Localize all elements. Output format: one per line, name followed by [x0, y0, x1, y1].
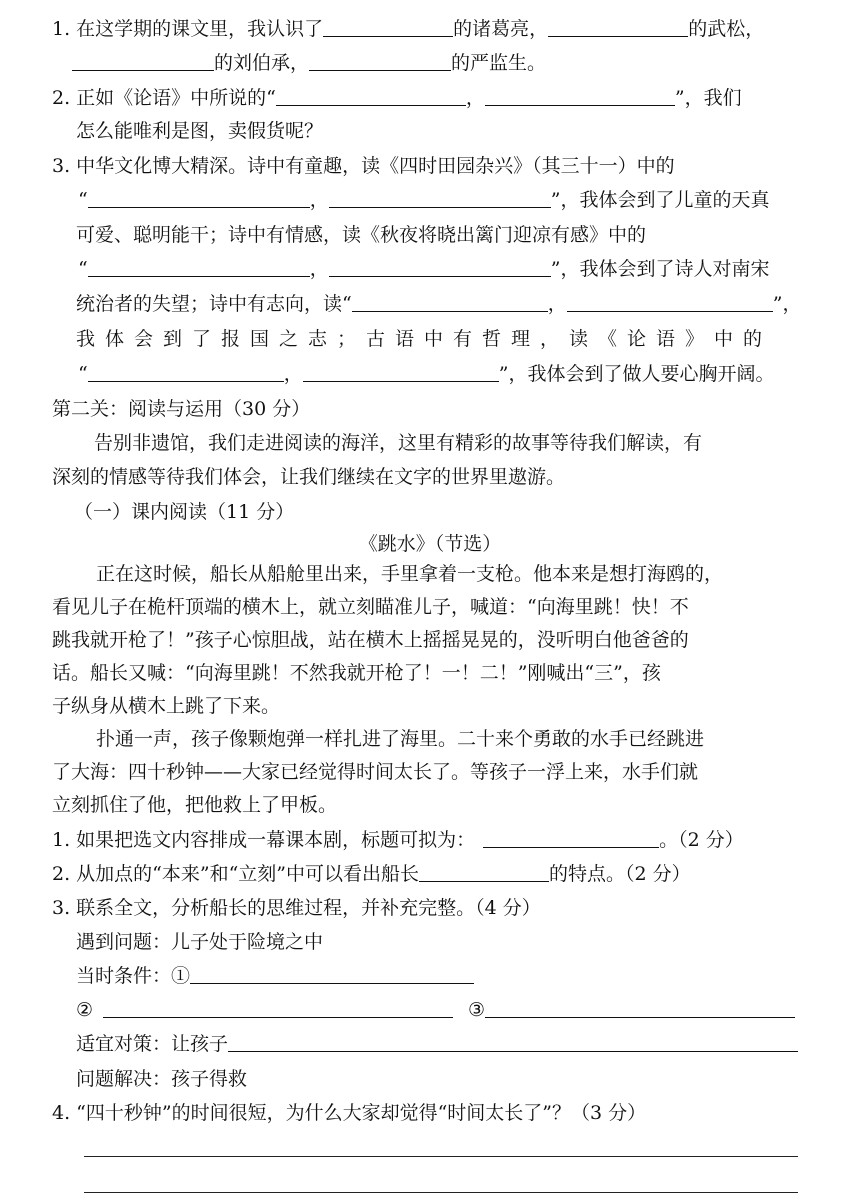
- reading-q4: 4. “四十秒钟”的时间很短，为什么大家却觉得“时间太长了”？（3 分）: [52, 1102, 647, 1124]
- reading-q3-problem: 遇到问题：儿子处于险境之中: [76, 931, 324, 953]
- reading-q3-strategy-blank[interactable]: [228, 1029, 798, 1052]
- q3-quote-close-1: ”，我体会到了儿童的天真: [550, 189, 770, 211]
- reading-q1-blank[interactable]: [483, 825, 659, 848]
- reading-q3-condition-2: [76, 993, 453, 1027]
- q1-blank-4[interactable]: [309, 48, 451, 71]
- q3-blank-6[interactable]: [567, 289, 773, 312]
- q2-text-c: ”，我们: [674, 87, 742, 109]
- reading-q3: 3. 联系全文，分析船长的思维过程，并补充完整。（4 分）: [52, 897, 541, 919]
- part1-heading: （一）课内阅读（11 分）: [74, 501, 295, 523]
- q1-blank-2[interactable]: [548, 14, 688, 37]
- reading-q3-condition-3: [468, 993, 795, 1027]
- q1-text-a: 1. 在这学期的课文里，我认识了: [52, 18, 324, 40]
- reading-q3-circle-3: ③: [468, 999, 486, 1021]
- passage-line-1: 正在这时候，船长从船舱里出来，手里拿着一支枪。他本来是想打海鸥的，: [96, 563, 724, 585]
- q1-line-1: [52, 12, 764, 46]
- q1-text-c: 的武松，: [688, 18, 765, 40]
- q2-line-1: [52, 81, 742, 115]
- q3-text-e-c: ”，: [772, 293, 802, 315]
- q3-blank-8[interactable]: [303, 359, 499, 382]
- q3-comma-1: ，: [309, 189, 329, 211]
- q2-blank-2[interactable]: [485, 83, 675, 106]
- reading-q3-condition: [76, 959, 474, 993]
- q1-blank-3[interactable]: [72, 48, 214, 71]
- q3-quote-close-2: ”，我体会到了诗人对南宋: [550, 258, 770, 280]
- answer-line-2[interactable]: [84, 1192, 798, 1193]
- reading-q3-condition-label: 当时条件：①: [76, 965, 191, 987]
- passage-line-3: 跳我就开枪了！”孩子心惊胆战，站在横木上摇摇晃晃的，没听明白他爸爸的: [52, 629, 689, 651]
- q3-quote-open-3: “: [78, 363, 88, 385]
- q1-text-e: 的严监生。: [451, 52, 547, 74]
- q3-line-2: [78, 183, 769, 217]
- q3-quote-open-1: “: [78, 189, 88, 211]
- q3-text-e-b: ，: [547, 293, 567, 315]
- q2-line-2: 怎么能唯利是图，卖假货呢？: [76, 120, 324, 142]
- q2-text-b: ，: [465, 87, 485, 109]
- reading-q3-circle-2: ②: [76, 999, 94, 1021]
- q1-text-b: 的诸葛亮，: [453, 18, 549, 40]
- q3-line-1: 3. 中华文化博大精深。诗中有童趣，读《四时田园杂兴》（其三十一）中的: [52, 155, 675, 177]
- q3-line-5: [76, 287, 801, 321]
- passage-line-6: 扑通一声，孩子像颗炮弹一样扎进了海里。二十来个勇敢的水手已经跳进: [96, 728, 705, 750]
- reading-q3-strategy: [76, 1027, 798, 1061]
- reading-q2: [52, 857, 691, 891]
- q3-line-6: 我体会到了报国之志；古语中有哲理，读《论语》中的: [76, 328, 773, 350]
- passage-line-4: 话。船长又喊：“向海里跳！不然我就开枪了！一！二！”刚喊出“三”，孩: [52, 662, 661, 684]
- passage-title: 《跳水》（节选）: [358, 533, 502, 555]
- q3-quote-close-3: ”，我体会到了做人要心胸开阔。: [498, 363, 775, 385]
- reading-q1-score: 。（2 分）: [659, 829, 744, 851]
- reading-q3-condition-blank-3[interactable]: [485, 995, 795, 1018]
- reading-q1-text: 1. 如果把选文内容排成一幕课本剧，标题可拟为：: [52, 829, 476, 851]
- q2-text-a: 2. 正如《论语》中所说的“: [52, 87, 276, 109]
- reading-q3-condition-blank-2[interactable]: [103, 995, 453, 1018]
- passage-line-8: 立刻抓住了他，把他救上了甲板。: [52, 794, 338, 816]
- reading-q2-score: 的特点。（2 分）: [549, 863, 691, 885]
- q3-line-3: 可爱、聪明能干；诗中有情感，读《秋夜将晓出篱门迎凉有感》中的: [76, 224, 647, 246]
- q3-blank-3[interactable]: [88, 254, 310, 277]
- q3-blank-2[interactable]: [329, 185, 551, 208]
- reading-q1: [52, 823, 744, 857]
- passage-line-2: 看见儿子在桅杆顶端的横木上，就立刻瞄准儿子，喊道：“向海里跳！快！不: [52, 596, 689, 618]
- q3-text-e-a: 统治者的失望；诗中有志向，读“: [76, 293, 352, 315]
- section2-intro-line-1: 告别非遗馆，我们走进阅读的海洋，这里有精彩的故事等待我们解读，有: [94, 432, 703, 454]
- q1-text-d: 的刘伯承，: [214, 52, 310, 74]
- q3-comma-3: ，: [283, 363, 303, 385]
- passage-line-5: 子纵身从横木上跳了下来。: [52, 695, 281, 717]
- section2-title: 第二关：阅读与运用（30 分）: [52, 398, 311, 420]
- q3-blank-5[interactable]: [352, 289, 548, 312]
- q3-blank-1[interactable]: [88, 185, 310, 208]
- reading-q3-condition-blank-1[interactable]: [190, 961, 474, 984]
- passage-line-7: 了大海：四十秒钟——大家已经觉得时间太长了。等孩子一浮上来，水手们就: [52, 761, 699, 783]
- q3-comma-2: ，: [309, 258, 329, 280]
- q3-quote-open-2: “: [78, 258, 88, 280]
- section2-intro-line-2: 深刻的情感等待我们体会，让我们继续在文字的世界里遨游。: [52, 466, 566, 488]
- q1-blank-1[interactable]: [323, 14, 453, 37]
- q3-blank-4[interactable]: [329, 254, 551, 277]
- reading-q2-blank[interactable]: [419, 859, 549, 882]
- q2-blank-1[interactable]: [276, 83, 466, 106]
- reading-q3-strategy-label: 适宜对策：让孩子: [76, 1033, 229, 1055]
- q3-blank-7[interactable]: [88, 359, 284, 382]
- answer-line-1[interactable]: [84, 1156, 798, 1157]
- reading-q3-result: 问题解决：孩子得救: [76, 1068, 248, 1090]
- reading-q2-text: 2. 从加点的“本来”和“立刻”中可以看出船长: [52, 863, 420, 885]
- q1-line-2: [72, 46, 546, 80]
- q3-line-7: [78, 357, 774, 391]
- q3-line-4: [78, 252, 769, 286]
